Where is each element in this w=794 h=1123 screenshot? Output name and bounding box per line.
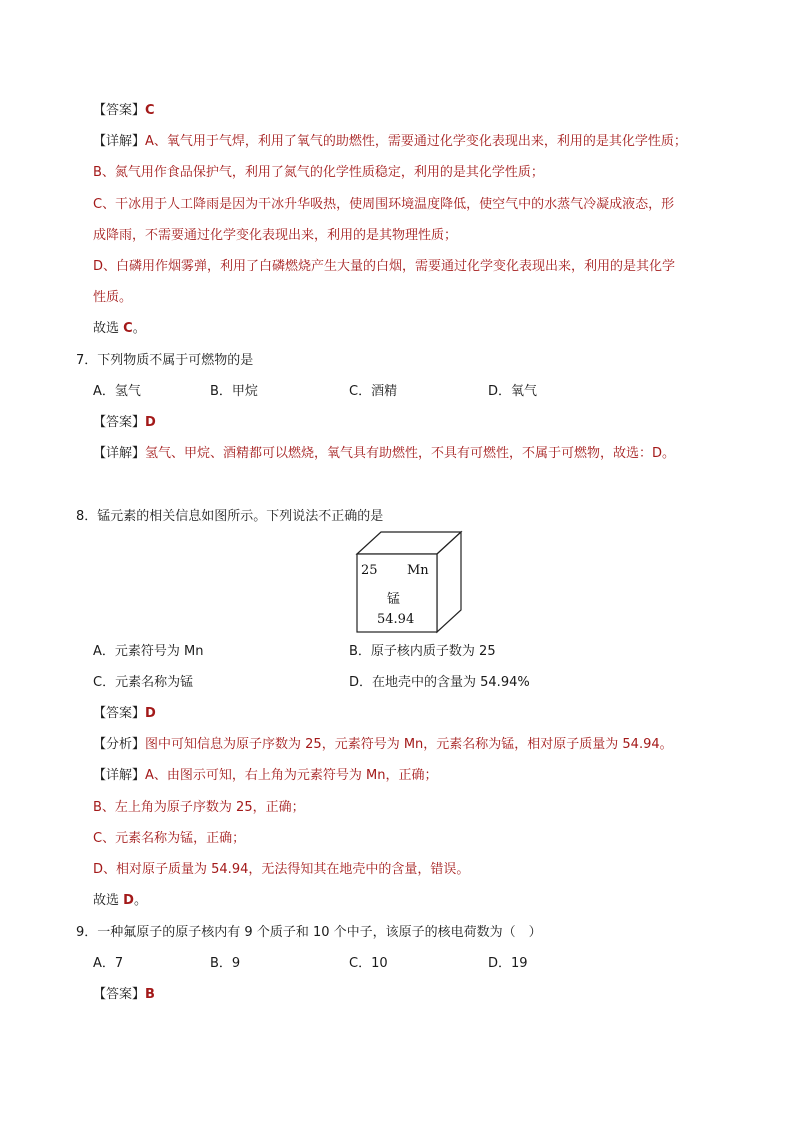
q9-option-c: C．10 bbox=[349, 956, 388, 971]
q8-detail-line-4: D、相对原子质量为 54.94，无法得知其在地壳中的含量，错误。 bbox=[93, 862, 470, 877]
q7-option-c: C．酒精 bbox=[349, 384, 398, 399]
q9-option-b: B．9 bbox=[210, 956, 241, 971]
question-number: 9． bbox=[76, 925, 98, 940]
detail-text: A、氧气用于气焊，利用了氧气的助燃性，需要通过化学变化表现出来，利用的是其化学性质； bbox=[145, 134, 687, 149]
q7-option-a: A．氢气 bbox=[93, 384, 141, 399]
q8-detail-line-3: C、元素名称为锰，正确； bbox=[93, 831, 246, 846]
q8-option-c: C．元素名称为锰 bbox=[93, 675, 194, 690]
question-number: 8． bbox=[76, 509, 98, 524]
detail-tag: 【详解】 bbox=[93, 768, 146, 783]
q6-detail-line-4: 成降雨，不需要通过化学变化表现出来，利用的是其物理性质； bbox=[93, 228, 458, 243]
q7-option-b: B．甲烷 bbox=[210, 384, 258, 399]
q8-stem bbox=[76, 508, 383, 526]
detail-tag: 【详解】 bbox=[93, 134, 146, 149]
q9-stem bbox=[76, 924, 542, 942]
q8-detail-line-2: B、左上角为原子序数为 25，正确； bbox=[93, 800, 305, 815]
conclusion-suffix: 。 bbox=[133, 893, 147, 908]
analysis-tag: 【分析】 bbox=[93, 737, 146, 752]
element-card bbox=[355, 530, 463, 636]
q6-detail-line-6: 性质。 bbox=[93, 290, 133, 305]
conclusion-value: D bbox=[123, 893, 134, 908]
question-text: 一种氟原子的原子核内有 9 个质子和 10 个中子，该原子的核电荷数为（ ） bbox=[97, 925, 542, 940]
q8-conclusion bbox=[93, 892, 147, 910]
q8-option-d: D．在地壳中的含量为 54.94% bbox=[349, 675, 530, 690]
question-text: 下列物质不属于可燃物的是 bbox=[97, 353, 254, 368]
element-symbol: Mn bbox=[407, 563, 429, 578]
detail-text: 氢气、甲烷、酒精都可以燃烧，氧气具有助燃性，不具有可燃性，不属于可燃物，故选：D。 bbox=[145, 446, 676, 461]
q8-option-a: A．元素符号为 Mn bbox=[93, 644, 204, 659]
atomic-mass: 54.94 bbox=[377, 612, 415, 627]
conclusion-prefix: 故选 bbox=[93, 321, 124, 336]
answer-value: C bbox=[145, 103, 155, 118]
q7-answer bbox=[93, 414, 156, 432]
q7-option-d: D．氧气 bbox=[488, 384, 538, 399]
q8-detail-line-1 bbox=[93, 767, 438, 785]
analysis-text: 图中可知信息为原子序数为 25，元素符号为 Mn，元素名称为锰，相对原子质量为 54.94。 bbox=[145, 737, 673, 752]
q8-answer bbox=[93, 705, 156, 723]
answer-value: B bbox=[145, 987, 155, 1002]
q6-detail-line-2: B、氮气用作食品保护气，利用了氮气的化学性质稳定，利用的是其化学性质； bbox=[93, 165, 544, 180]
answer-tag: 【答案】 bbox=[93, 706, 146, 721]
q8-analysis bbox=[93, 736, 673, 754]
answer-value: D bbox=[145, 415, 156, 430]
q6-detail-line-5: D、白磷用作烟雾弹，利用了白磷燃烧产生大量的白烟，需要通过化学变化表现出来，利用的是其化学 bbox=[93, 259, 676, 274]
conclusion-value: C bbox=[123, 321, 133, 336]
q6-detail-line-3: C、干冰用于人工降雨是因为干冰升华吸热，使周围环境温度降低，使空气中的水蒸气冷凝成液态，形 bbox=[93, 197, 675, 212]
answer-value: D bbox=[145, 706, 156, 721]
element-name: 锰 bbox=[387, 592, 401, 607]
q9-answer bbox=[93, 986, 155, 1004]
q8-option-b: B．原子核内质子数为 25 bbox=[349, 644, 496, 659]
q6-answer bbox=[93, 102, 155, 120]
answer-tag: 【答案】 bbox=[93, 987, 146, 1002]
conclusion-suffix: 。 bbox=[132, 321, 146, 336]
atomic-number: 25 bbox=[361, 563, 378, 578]
q9-option-a: A．7 bbox=[93, 956, 124, 971]
q6-detail-line-1 bbox=[93, 133, 687, 151]
question-text: 锰元素的相关信息如图所示。下列说法不正确的是 bbox=[97, 509, 384, 524]
answer-tag: 【答案】 bbox=[93, 415, 146, 430]
q6-conclusion bbox=[93, 320, 146, 338]
q7-detail bbox=[93, 445, 675, 463]
detail-text: A、由图示可知，右上角为元素符号为 Mn，正确； bbox=[145, 768, 438, 783]
answer-tag: 【答案】 bbox=[93, 103, 146, 118]
conclusion-prefix: 故选 bbox=[93, 893, 124, 908]
q7-stem bbox=[76, 352, 253, 370]
question-number: 7． bbox=[76, 353, 98, 368]
q9-option-d: D．19 bbox=[488, 956, 528, 971]
detail-tag: 【详解】 bbox=[93, 446, 146, 461]
